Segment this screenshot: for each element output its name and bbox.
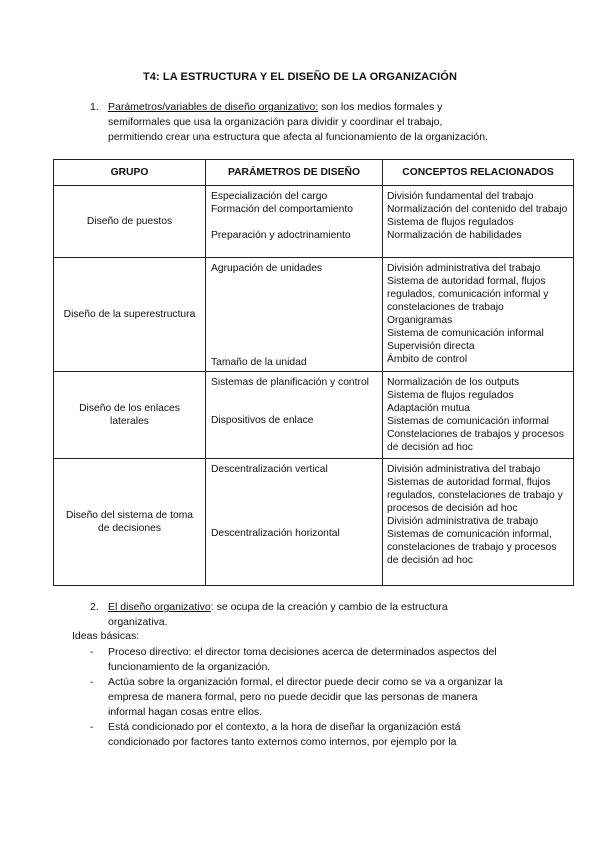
bullet-dash: -: [90, 676, 94, 688]
table-row: [54, 186, 574, 258]
row-grupo: Diseño de la superestructura: [54, 258, 206, 372]
row-parametros: [206, 186, 383, 258]
param-top: Especialización del cargo Formación del comportamiento Preparación y adoctrinamiento: [211, 191, 353, 241]
table-header-row: [54, 160, 574, 186]
design-parameters-table: [53, 159, 574, 586]
row-conceptos: Normalización de los outputs Sistema de flujos regulados Adaptación mutua Sistemas de comunicación informal Constelaciones de trabajos y procesos de decisión ad hoc: [383, 372, 574, 459]
ideas-label: Ideas básicas:: [72, 630, 140, 642]
row-grupo: Diseño de los enlaces laterales: [54, 372, 206, 459]
list-item: - Proceso directivo: el director toma decisiones acerca de determinados aspectos del funcionamiento de la organización.: [90, 646, 497, 673]
param-bottom: Descentralización horizontal: [211, 528, 340, 539]
table-row: [54, 258, 574, 372]
param-bottom: Tamaño de la unidad: [211, 357, 307, 368]
param-top: Sistemas de planificación y control Dispositivos de enlace: [211, 377, 369, 426]
row-conceptos: División administrativa del trabajo Sistemas de autoridad formal, flujos regulados, constelaciones de trabajo y procesos de decisión ad hoc División administrativa de trabajo Sistemas de comunicación informal, constelaciones de trabajo y procesos de decisión ad hoc: [383, 459, 574, 586]
bullet-dash: -: [90, 646, 94, 658]
header-conceptos: CONCEPTOS RELACIONADOS: [383, 160, 574, 186]
bullet-dash: -: [90, 721, 94, 733]
section-2-number: 2.: [90, 601, 99, 613]
ideas-list: [90, 645, 510, 750]
list-item: - Actúa sobre la organización formal, el director puede decir como se va a organizar la empresa de manera formal, pero no puede decidir que las personas de manera informal hagan cosas entre ellos.: [90, 676, 503, 718]
row-parametros: [206, 372, 383, 459]
row-parametros: [206, 459, 383, 586]
table-row: [54, 459, 574, 586]
section-2-term: El diseño organizativo: [108, 601, 211, 613]
section-1-term: Parámetros/variables de diseño organizativo:: [108, 101, 319, 113]
param-top: Descentralización vertical: [211, 464, 328, 475]
param-top: Agrupación de unidades: [211, 263, 323, 274]
header-parametros: PARÁMETROS DE DISEÑO: [206, 160, 383, 186]
header-grupo: GRUPO: [54, 160, 206, 186]
section-2: [90, 600, 510, 630]
row-parametros: [206, 258, 383, 372]
row-grupo: Diseño del sistema de toma de decisiones: [54, 459, 206, 586]
page-title: T4: LA ESTRUCTURA Y EL DISEÑO DE LA ORGANIZACIÓN: [142, 71, 458, 83]
section-2-text: : se ocupa de la creación y cambio de la estructura organizativa.: [108, 601, 448, 628]
row-conceptos: División fundamental del trabajo Normalización del contenido del trabajo Sistema de flujos regulados Normalización de habilidades: [383, 186, 574, 258]
section-1-number: 1.: [90, 101, 99, 113]
section-1: [90, 100, 490, 145]
list-item: - Está condicionado por el contexto, a la hora de diseñar la organización está condicionado por factores tanto externos como internos, por ejemplo por la: [90, 721, 461, 748]
row-grupo: Diseño de puestos: [54, 186, 206, 258]
table-row: [54, 372, 574, 459]
row-conceptos: División administrativa del trabajo Sistema de autoridad formal, flujos regulados, comunicación informal y constelaciones de trabajo Organigramas Sistema de comunicación informal Supervisión directa Ámbito de control: [383, 258, 574, 372]
section-1-text: son los medios formales y semiformales que usa la organización para dividir y coordinar el trabajo, permitiendo crear una estructura que afecta al funcionamiento de la organización.: [108, 101, 488, 143]
